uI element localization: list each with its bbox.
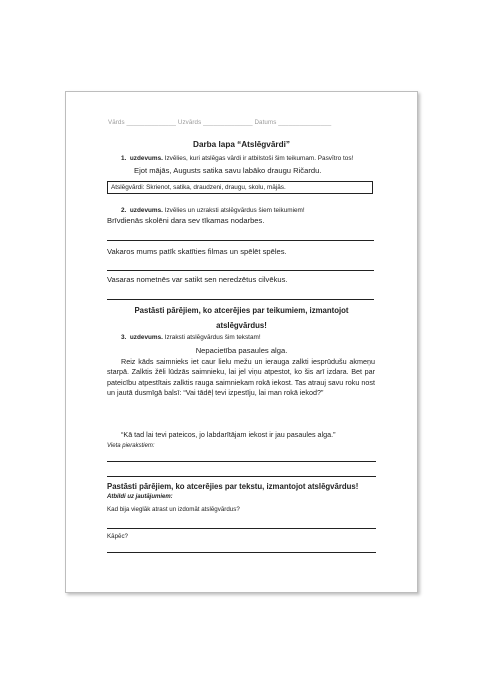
task3-instruction: Izraksti atslēgvārdus šim tekstam! bbox=[162, 334, 261, 341]
task1-keywords: Atslēgvārdi: Skrienot, satika, draudzeni, draugu, skolu, mājās. bbox=[111, 184, 286, 191]
task1-sentence: Ejot mājās, Augusts satika savu labāko draugu Ričardu. bbox=[134, 166, 322, 175]
name-surname-date-line: Vārds ______________ Uzvārds ______________ Datums _______________ bbox=[108, 119, 332, 126]
task3-heading bbox=[121, 334, 261, 341]
task1-instruction: Izvēlies, kuri atslēgas vārdi ir atbilstoši šim teikumam. Pasvītro tos! bbox=[162, 155, 354, 162]
task1-number: 1. bbox=[121, 155, 127, 162]
question-1-answer-line[interactable] bbox=[107, 528, 376, 529]
task1-keywords-box bbox=[107, 181, 373, 194]
task1-heading bbox=[121, 155, 353, 162]
task2-sentence-2: Vakaros mums patīk skatīties filmas un spēlēt spēles. bbox=[107, 247, 287, 256]
task3-retell: Pastāsti pārējiem, ko atcerējies par tekstu, izmantojot atslēgvārdus! bbox=[107, 482, 359, 491]
task2-answer-line-3[interactable] bbox=[107, 299, 374, 300]
task2-retell-line-2: atslēgvārdus! bbox=[216, 321, 267, 330]
task2-number: 2. bbox=[121, 207, 127, 214]
task2-answer-line-2[interactable] bbox=[107, 270, 374, 271]
task2-label: uzdevums. bbox=[129, 207, 163, 214]
answer-questions-label: Atbildi uz jautājumiem: bbox=[107, 494, 173, 500]
question-1: Kad bija vieglāk atrast un izdomāt atslēgvārdus? bbox=[107, 506, 240, 513]
task2-sentence-3: Vasaras nometnēs var satikt sen neredzētus cilvēkus. bbox=[107, 275, 288, 284]
notes-line-2[interactable] bbox=[107, 476, 376, 477]
worksheet-page bbox=[65, 91, 418, 593]
notes-line-1[interactable] bbox=[107, 461, 376, 462]
story-paragraph-1: Reiz kāds saimnieks iet caur lielu mežu un ierauga zalkti iesprūdušu akmeņu starpā. Zalktis žēli lūdzās saimnieku, lai jel viņu atpestot, ko šis arī izdara. Bet par pateicību atpestītais zalktis rauga saimniekam rokā iekost. Tas atrauj savu roku nost un jautā dusmīgā balsī: “Vai tādēļ tevi izpestīju, lai man rokā iekod?” bbox=[107, 357, 375, 398]
story-title: Nepacietība pasaules alga. bbox=[195, 346, 288, 355]
question-2-answer-line[interactable] bbox=[107, 552, 376, 553]
notes-label: Vieta pierakstiem: bbox=[107, 443, 155, 449]
task2-sentence-1: Brīvdienās skolēni dara sev tīkamas nodarbes. bbox=[107, 216, 265, 225]
task2-retell-line-1: Pastāsti pārējiem, ko atcerējies par teikumiem, izmantojot bbox=[134, 306, 349, 315]
task2-answer-line-1[interactable] bbox=[107, 240, 374, 241]
question-2: Kāpēc? bbox=[107, 533, 128, 540]
story-paragraph-2: “Kā tad lai tevi pateicos, jo labdarītājam iekost ir jau pasaules alga.” bbox=[121, 430, 336, 439]
task3-label: uzdevums. bbox=[129, 334, 163, 341]
task2-instruction: Izvēlies un uzraksti atslēgvārdus šiem teikumiem! bbox=[162, 207, 305, 214]
worksheet-title: Darba lapa “Atslēgvārdi” bbox=[193, 140, 290, 149]
task3-number: 3. bbox=[121, 334, 127, 341]
task1-label: uzdevums. bbox=[129, 155, 163, 162]
task2-heading bbox=[121, 207, 305, 214]
